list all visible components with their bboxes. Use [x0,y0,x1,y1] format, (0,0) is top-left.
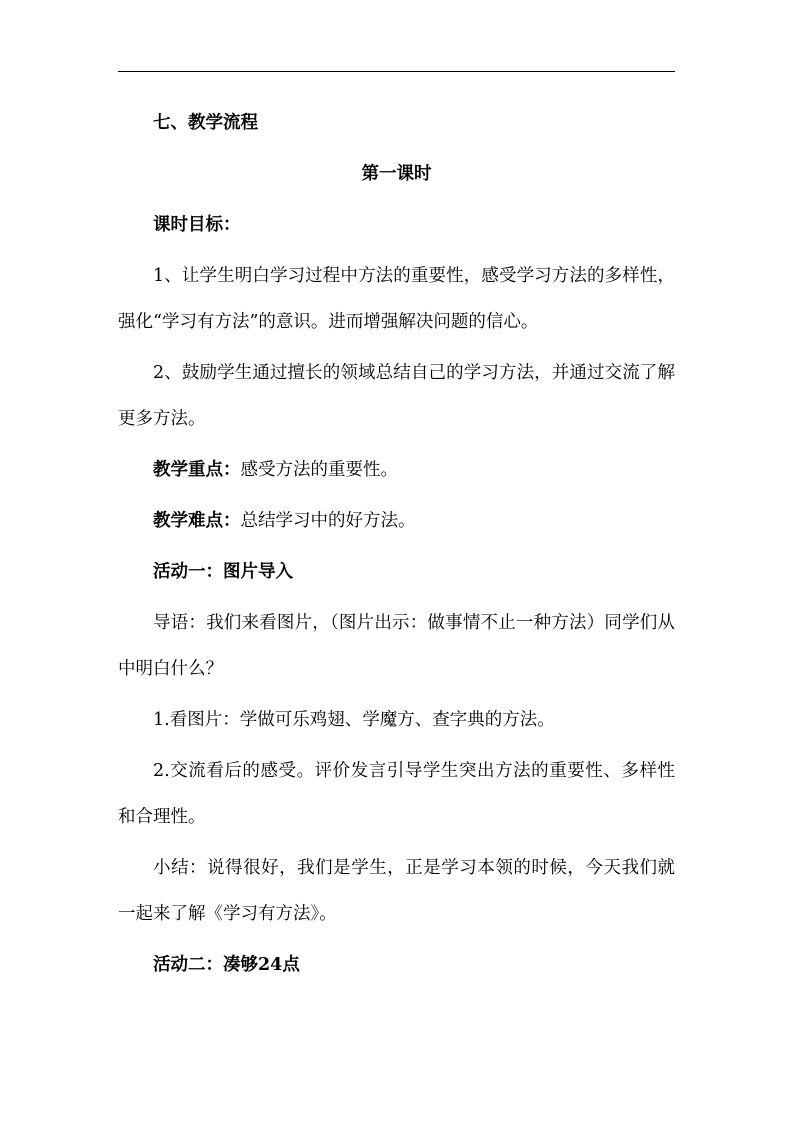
step-2: 2.交流看后的感受。评价发言引导学生突出方法的重要性、多样性和合理性。 [118,761,675,827]
objective-2: 2、鼓励学生通过擅长的领域总结自己的学习方法，并通过交流了解更多方法。 [118,363,675,429]
key-point-text: 感受方法的重要性。 [240,460,398,480]
section-heading: 七、教学流程 [153,113,258,133]
document-body [118,100,675,993]
key-point-label: 教学重点： [153,460,241,480]
objectives-heading: 课时目标： [153,215,241,235]
activity-1-heading: 活动一：图片导入 [153,562,293,582]
difficulty-text: 总结学习中的好方法。 [240,511,416,531]
objective-1: 1、让学生明白学习过程中方法的重要性，感受学习方法的多样性，强化“学习有方法”的意识。进而增强解决问题的信心。 [118,266,675,332]
key-point [118,447,675,493]
summary-text: 小结：说得很好，我们是学生，正是学习本领的时候，今天我们就一起来了解《学习有方法》。 [118,858,675,924]
activity-2-heading: 活动二：凑够24点 [153,955,300,975]
intro-text: 导语：我们来看图片，（图片出示：做事情不止一种方法）同学们从中明白什么？ [118,613,675,679]
difficulty-point [118,498,675,544]
step-1: 1.看图片：学做可乐鸡翅、学魔方、查字典的方法。 [153,710,555,730]
difficulty-label: 教学难点： [153,511,241,531]
header-rule [118,71,675,72]
lesson-title: 第一课时 [361,164,432,184]
